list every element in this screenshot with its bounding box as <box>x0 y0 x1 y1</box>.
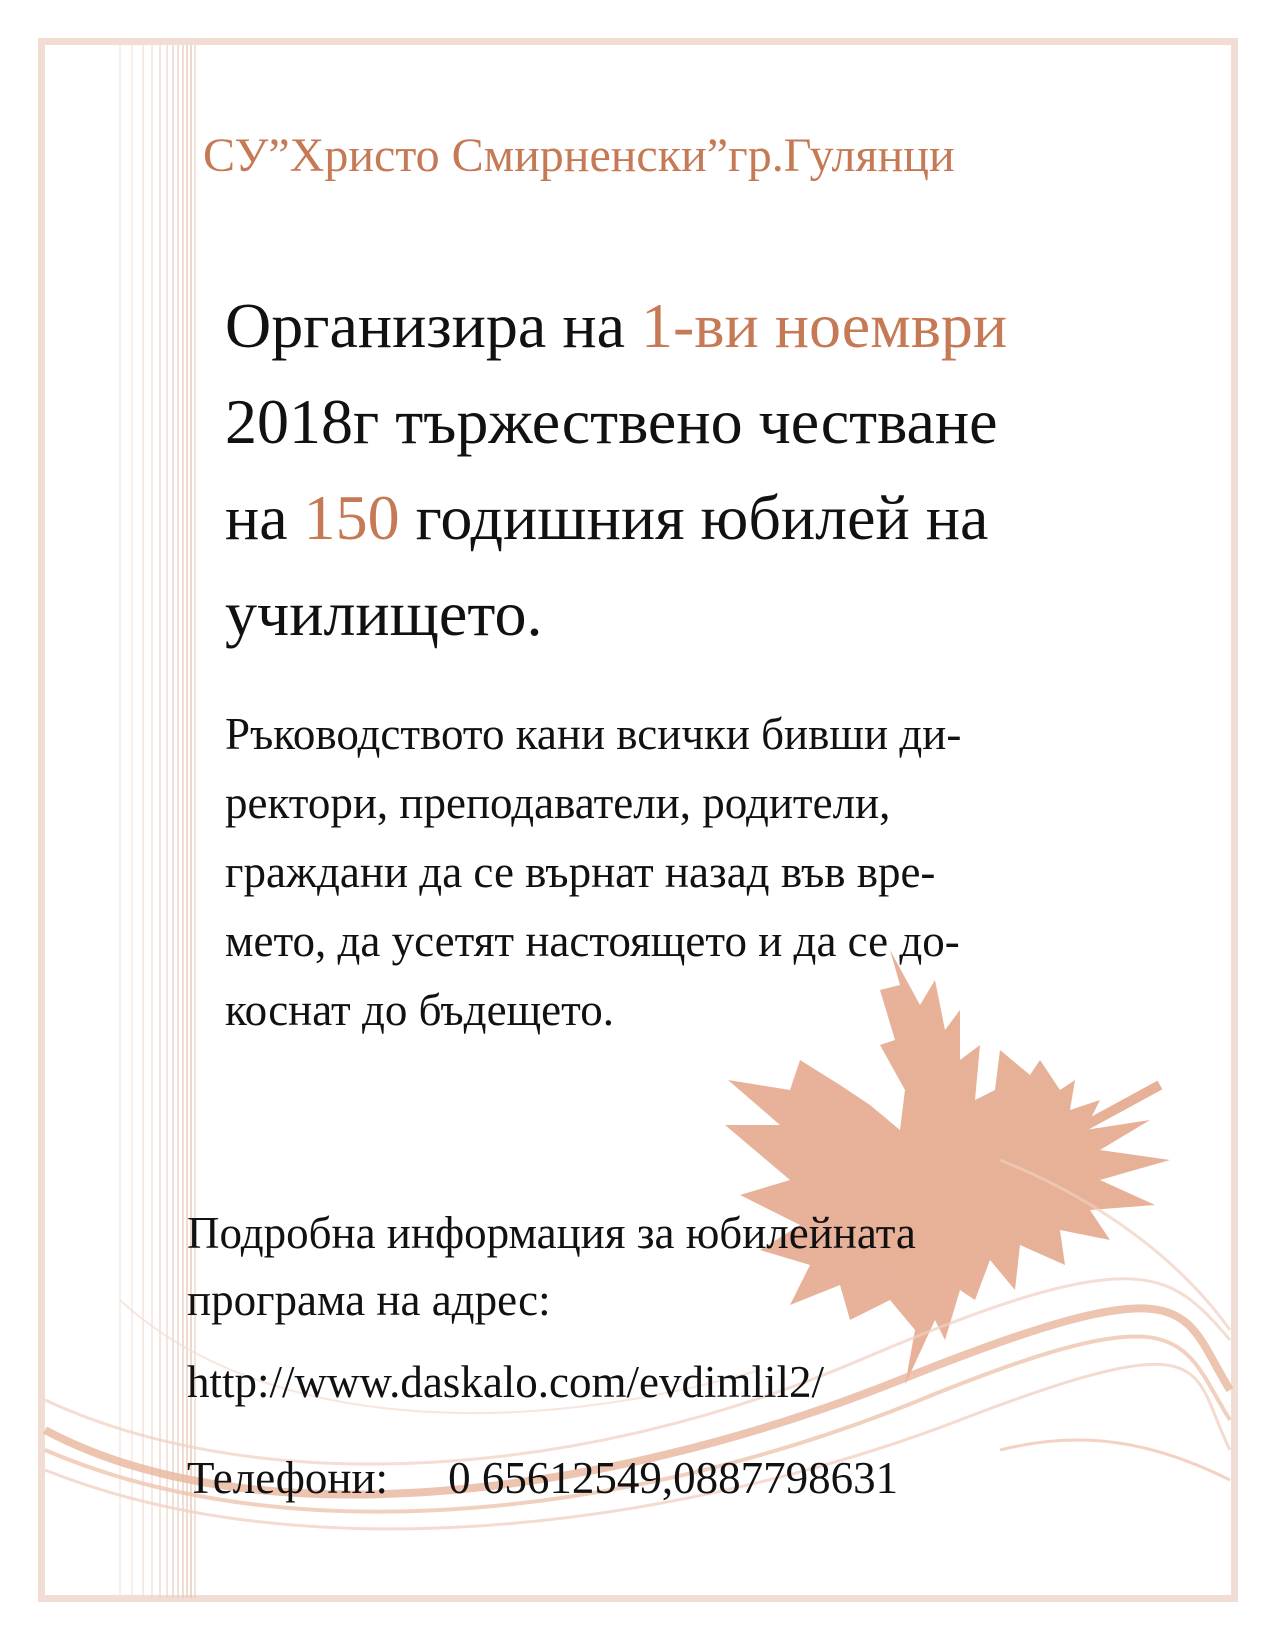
invitation-line: граждани да се върнат назад във вре- <box>225 847 936 897</box>
announcement-part1: Организира на <box>225 290 641 361</box>
info-line-2: програма на адрес: <box>187 1275 551 1325</box>
info-line-1: Подробна информация за юбилейната <box>187 1208 916 1258</box>
announcement-line-1 <box>225 278 1225 374</box>
announcement-text <box>225 278 1225 662</box>
announcement-line3-prefix: на <box>225 482 304 553</box>
left-stripes <box>120 45 195 1598</box>
invitation-text <box>225 700 1205 1045</box>
invitation-line: коснат до бъдещето. <box>225 985 614 1035</box>
phones-value: 0 65612549,0887798631 <box>448 1453 899 1503</box>
announcement-line3-suffix: годишния юбилей на <box>399 482 989 553</box>
invitation-line: мето, да усетят настоящето и да се до- <box>225 916 960 966</box>
invitation-line: Ръководството кани всички бивши ди- <box>225 709 962 759</box>
program-url: http://www.daskalo.com/evdimlil2/ <box>187 1357 825 1407</box>
event-date: 1-ви ноември <box>640 290 1008 361</box>
phones-row <box>187 1450 898 1506</box>
announcement-line-2: 2018г тържествено честване <box>225 386 998 457</box>
announcement-line-3 <box>225 470 1225 566</box>
info-text <box>187 1200 1207 1334</box>
anniversary-years: 150 <box>303 482 400 553</box>
announcement-line-4: училището. <box>225 578 543 649</box>
phones-label: Телефони: <box>187 1453 389 1503</box>
invitation-line: ректори, преподаватели, родители, <box>225 778 891 828</box>
school-title: СУ”Христо Смирненски”гр.Гулянци <box>203 129 955 182</box>
